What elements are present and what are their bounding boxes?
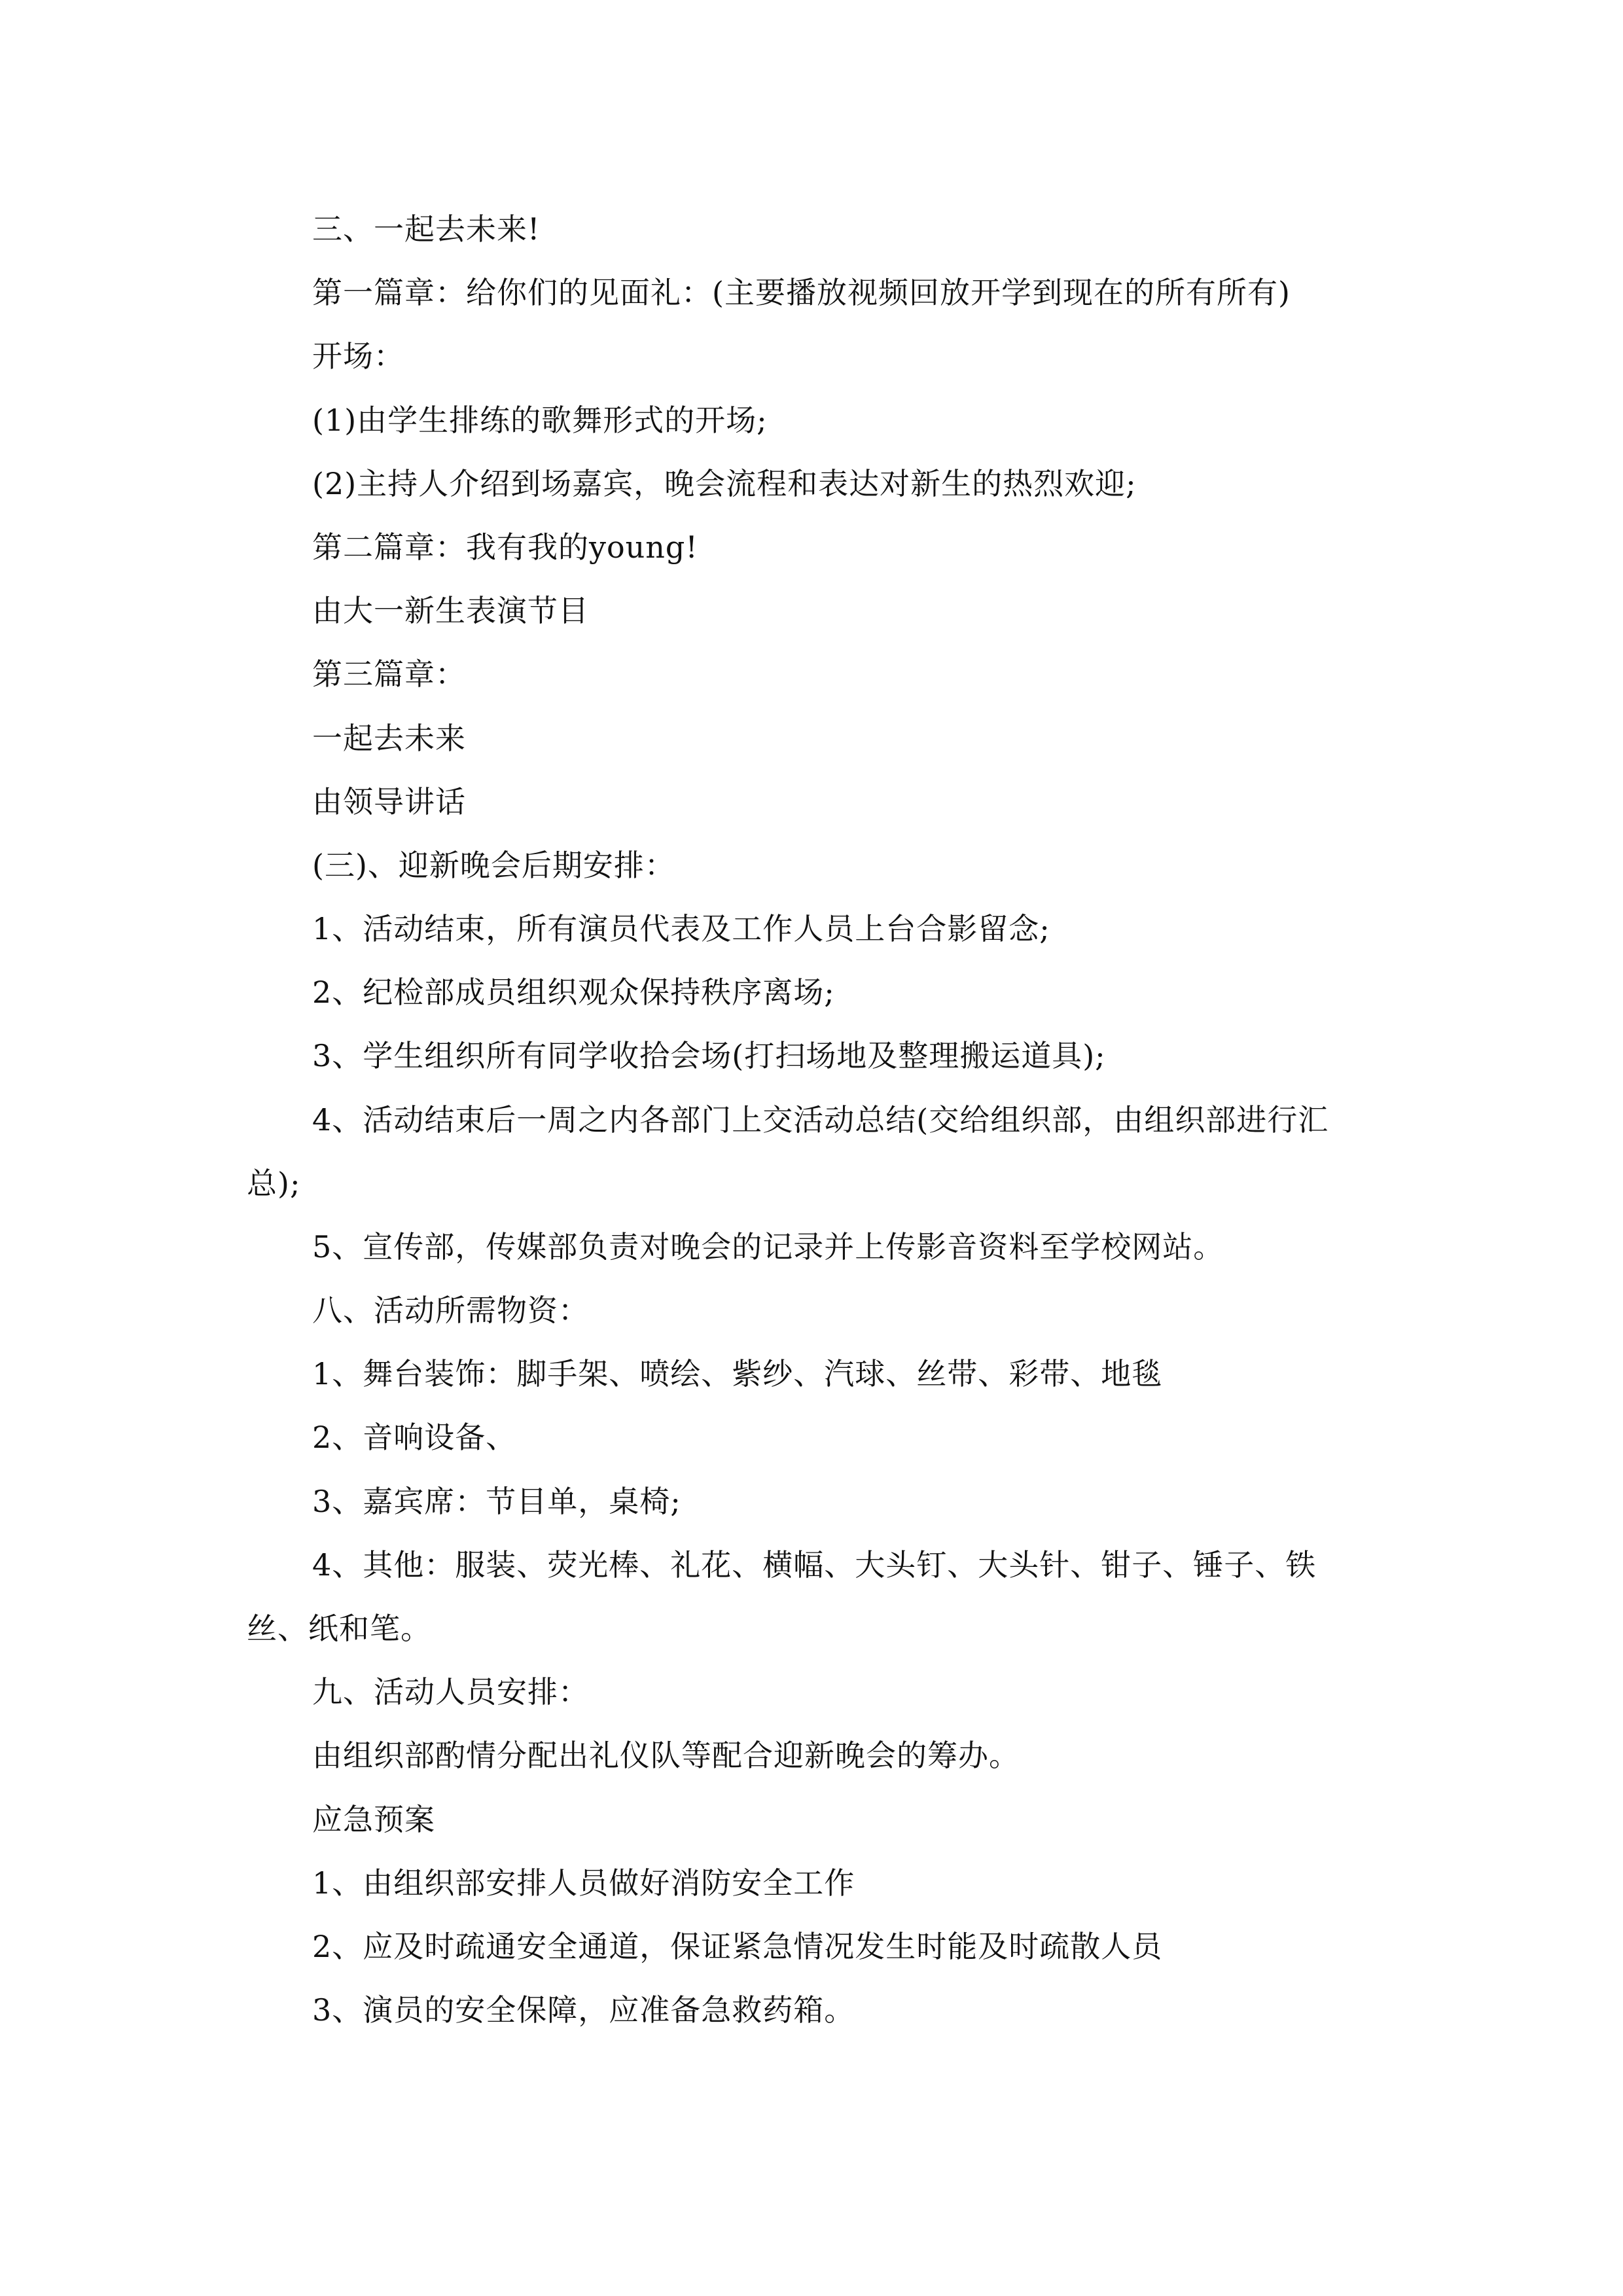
text-line: (2)主持人介绍到场嘉宾，晚会流程和表达对新生的热烈欢迎;: [312, 466, 1137, 501]
list-item: 3、演员的安全保障，应准备急救药箱。: [312, 1992, 855, 2028]
section-heading: 九、活动人员安排：: [312, 1674, 589, 1710]
text-line: 一起去未来: [312, 721, 466, 756]
list-item: 2、纪检部成员组织观众保持秩序离场;: [312, 975, 835, 1010]
list-item: 1、舞台装饰：脚手架、喷绘、紫纱、汽球、丝带、彩带、地毯: [312, 1356, 1163, 1391]
section-heading: 应急预案: [312, 1802, 435, 1837]
list-item: 3、嘉宾席：节目单，桌椅;: [312, 1484, 681, 1519]
text-line: 开场：: [312, 338, 404, 374]
section-heading: 三、一起去未来!: [312, 211, 541, 247]
text-line: 由组织部酌情分配出礼仪队等配合迎新晚会的筹办。: [312, 1738, 1020, 1773]
list-item: 1、由组织部安排人员做好消防安全工作: [312, 1865, 855, 1901]
list-item: 1、活动结束，所有演员代表及工作人员上台合影留念;: [312, 911, 1050, 946]
text-line: 第二篇章：我有我的young!: [312, 529, 698, 565]
list-item-continuation: 总);: [247, 1166, 301, 1201]
text-line: (1)由学生排练的歌舞形式的开场;: [312, 403, 768, 438]
section-heading: (三)、迎新晚会后期安排：: [312, 848, 675, 883]
text-line: 第三篇章：: [312, 656, 466, 692]
text-line: 由领导讲话: [312, 784, 466, 819]
text-line: 第一篇章：给你们的见面礼：(主要播放视频回放开学到现在的所有所有): [312, 275, 1291, 310]
list-item: 2、应及时疏通安全通道，保证紧急情况发生时能及时疏散人员: [312, 1929, 1163, 1964]
list-item: 4、活动结束后一周之内各部门上交活动总结(交给组织部，由组织部进行汇: [312, 1102, 1329, 1138]
text-line: 由大一新生表演节目: [312, 593, 589, 628]
list-item: 4、其他：服装、荧光棒、礼花、横幅、大头钉、大头针、钳子、锤子、铁: [312, 1547, 1317, 1583]
list-item: 2、音响设备、: [312, 1420, 517, 1455]
list-item: 3、学生组织所有同学收拾会场(打扫场地及整理搬运道具);: [312, 1038, 1106, 1073]
section-heading: 八、活动所需物资：: [312, 1293, 589, 1328]
list-item: 5、宣传部，传媒部负责对晚会的记录并上传影音资料至学校网站。: [312, 1229, 1224, 1265]
list-item-continuation: 丝、纸和笔。: [247, 1611, 431, 1646]
